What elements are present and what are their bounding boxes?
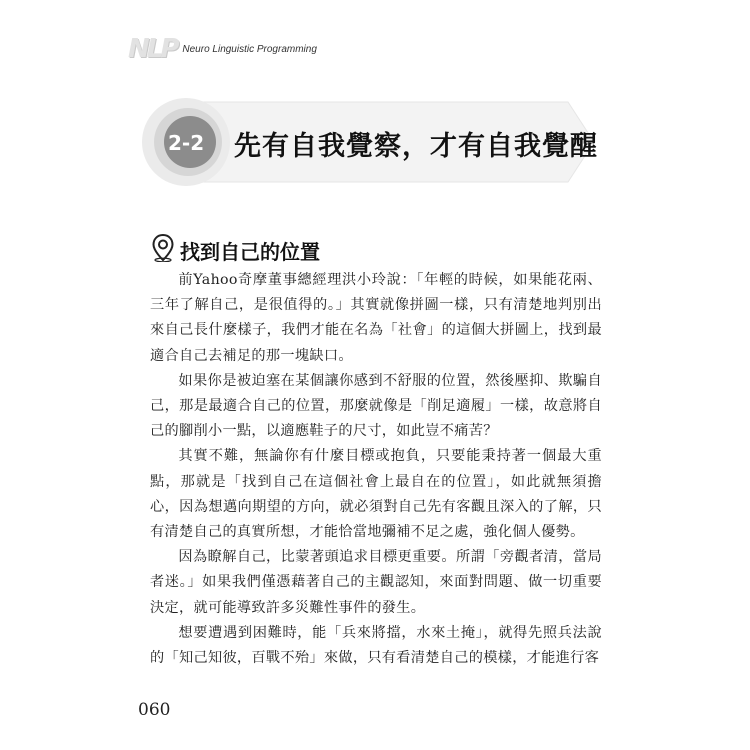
location-pin-icon — [152, 234, 174, 266]
chapter-number: 2-2 — [168, 131, 205, 155]
section-title: 找到自己的位置 — [180, 239, 320, 264]
chapter-title: 先有自我覺察，才有自我覺醒 — [234, 131, 598, 162]
paragraph: 如果你是被迫塞在某個讓你感到不舒服的位置，然後壓抑、欺騙自己，那是最適合自己的位置，那麼就像是「削足適履」一樣，故意將自己的腳削小一點，以適應鞋子的尺寸，如此豈不痛苦？ — [150, 372, 602, 440]
running-header — [128, 34, 317, 64]
nlp-logo: NLP — [128, 34, 177, 64]
chapter-banner — [128, 96, 598, 188]
page-number: 060 — [138, 700, 171, 720]
header-subtitle: Neuro Linguistic Programming — [182, 43, 317, 55]
paragraph: 因為瞭解自己，比蒙著頭追求目標更重要。所謂「旁觀者清，當局者迷。」如果我們僅憑藉著自己的主觀認知，來面對問題、做一切重要決定，就可能導致許多災難性事件的發生。 — [150, 549, 602, 616]
paragraph: 想要遭遇到困難時，能「兵來將擋，水來土掩」，就得先照兵法說的「知己知彼，百戰不殆」來做，只有看清楚自己的模樣，才能進行客 — [150, 624, 602, 667]
paragraph: 前Yahoo奇摩董事總經理洪小玲說：「年輕的時候，如果能花兩、三年了解自己，是很值得的。」其實就像拼圖一樣，只有清楚地判別出來自己長什麼樣子，我們才能在名為「社會」的這個大拼圖上，找到最適合自己去補足的那一塊缺口。 — [150, 272, 602, 364]
paragraph: 其實不難，無論你有什麼目標或抱負，只要能秉持著一個最大重點，那就是「找到自己在這個社會上最自在的位置」，如此就無須擔心，因為想邁向期望的方向，就必須對自己先有客觀且深入的了解，只有清楚自己的真實所想，才能恰當地彌補不足之處，強化個人優勢。 — [150, 448, 602, 541]
section-heading — [152, 234, 320, 266]
body-text — [150, 268, 602, 671]
